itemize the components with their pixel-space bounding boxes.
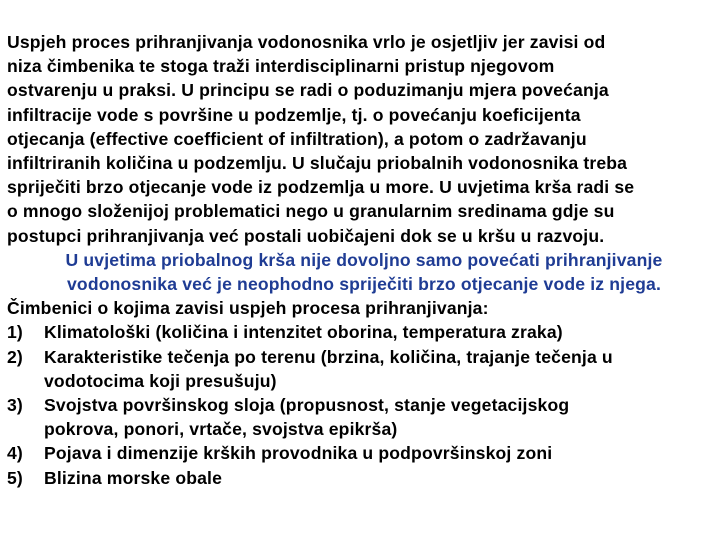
factor-number: 4) bbox=[7, 443, 23, 464]
factor-text: Svojstva površinskog sloja (propusnost, stanje vegetacijskog pokrova, ponori, vrtače, svojstva epikrša) bbox=[44, 395, 570, 440]
factor-item bbox=[7, 441, 717, 465]
factor-item bbox=[7, 466, 717, 490]
factors-heading: Čimbenici o kojima zavisi uspjeh procesa prihranjivanja: bbox=[7, 298, 489, 319]
factor-text: Klimatološki (količina i intenzitet oborina, temperatura zraka) bbox=[44, 322, 563, 343]
factor-item bbox=[7, 320, 717, 344]
factor-item bbox=[7, 393, 717, 441]
highlight-paragraph: U uvjetima priobalnog krša nije dovoljno samo povećati prihranjivanje vodonosnika već je neophodno spriječiti brzo otjecanje vode iz njega. bbox=[65, 249, 663, 295]
factor-number: 2) bbox=[7, 346, 23, 367]
factor-text: Karakteristike tečenja po terenu (brzina, količina, trajanje tečenja u vodotocima koji presušuju) bbox=[44, 346, 613, 391]
intro-paragraph: Uspjeh proces prihranjivanja vodonosnika vrlo je osjetljiv jer zavisi od niza čimbenika te stoga traži interdisciplinarni pristup njegovom ostvarenju u praksi. U principu se radi o poduzimanju mjera povećanja infiltracije vode s površine u podzemlje, tj. o povećanju koeficijenta otjecanja (effective coefficient of infiltration), a potom o zadržavanju infiltriranih količina u podzemlju. U slučaju priobalnih vodonosnika treba spriječiti brzo otjecanje vode iz podzemlja u more. U uvjetima krša radi se o mnogo složenijoj problematici nego u granularnim sredinama gdje su postupci prihranjivanja već postali uobičajeni dok se u kršu u razvoju. bbox=[7, 32, 635, 246]
factor-item bbox=[7, 345, 717, 393]
factors-list bbox=[7, 320, 717, 489]
factor-number: 1) bbox=[7, 322, 23, 343]
factor-number: 5) bbox=[7, 467, 23, 488]
factor-text: Pojava i dimenzije krških provodnika u podpovršinskoj zoni bbox=[44, 443, 553, 464]
slide-content bbox=[7, 30, 717, 490]
factor-number: 3) bbox=[7, 395, 23, 416]
factor-text: Blizina morske obale bbox=[44, 467, 223, 488]
